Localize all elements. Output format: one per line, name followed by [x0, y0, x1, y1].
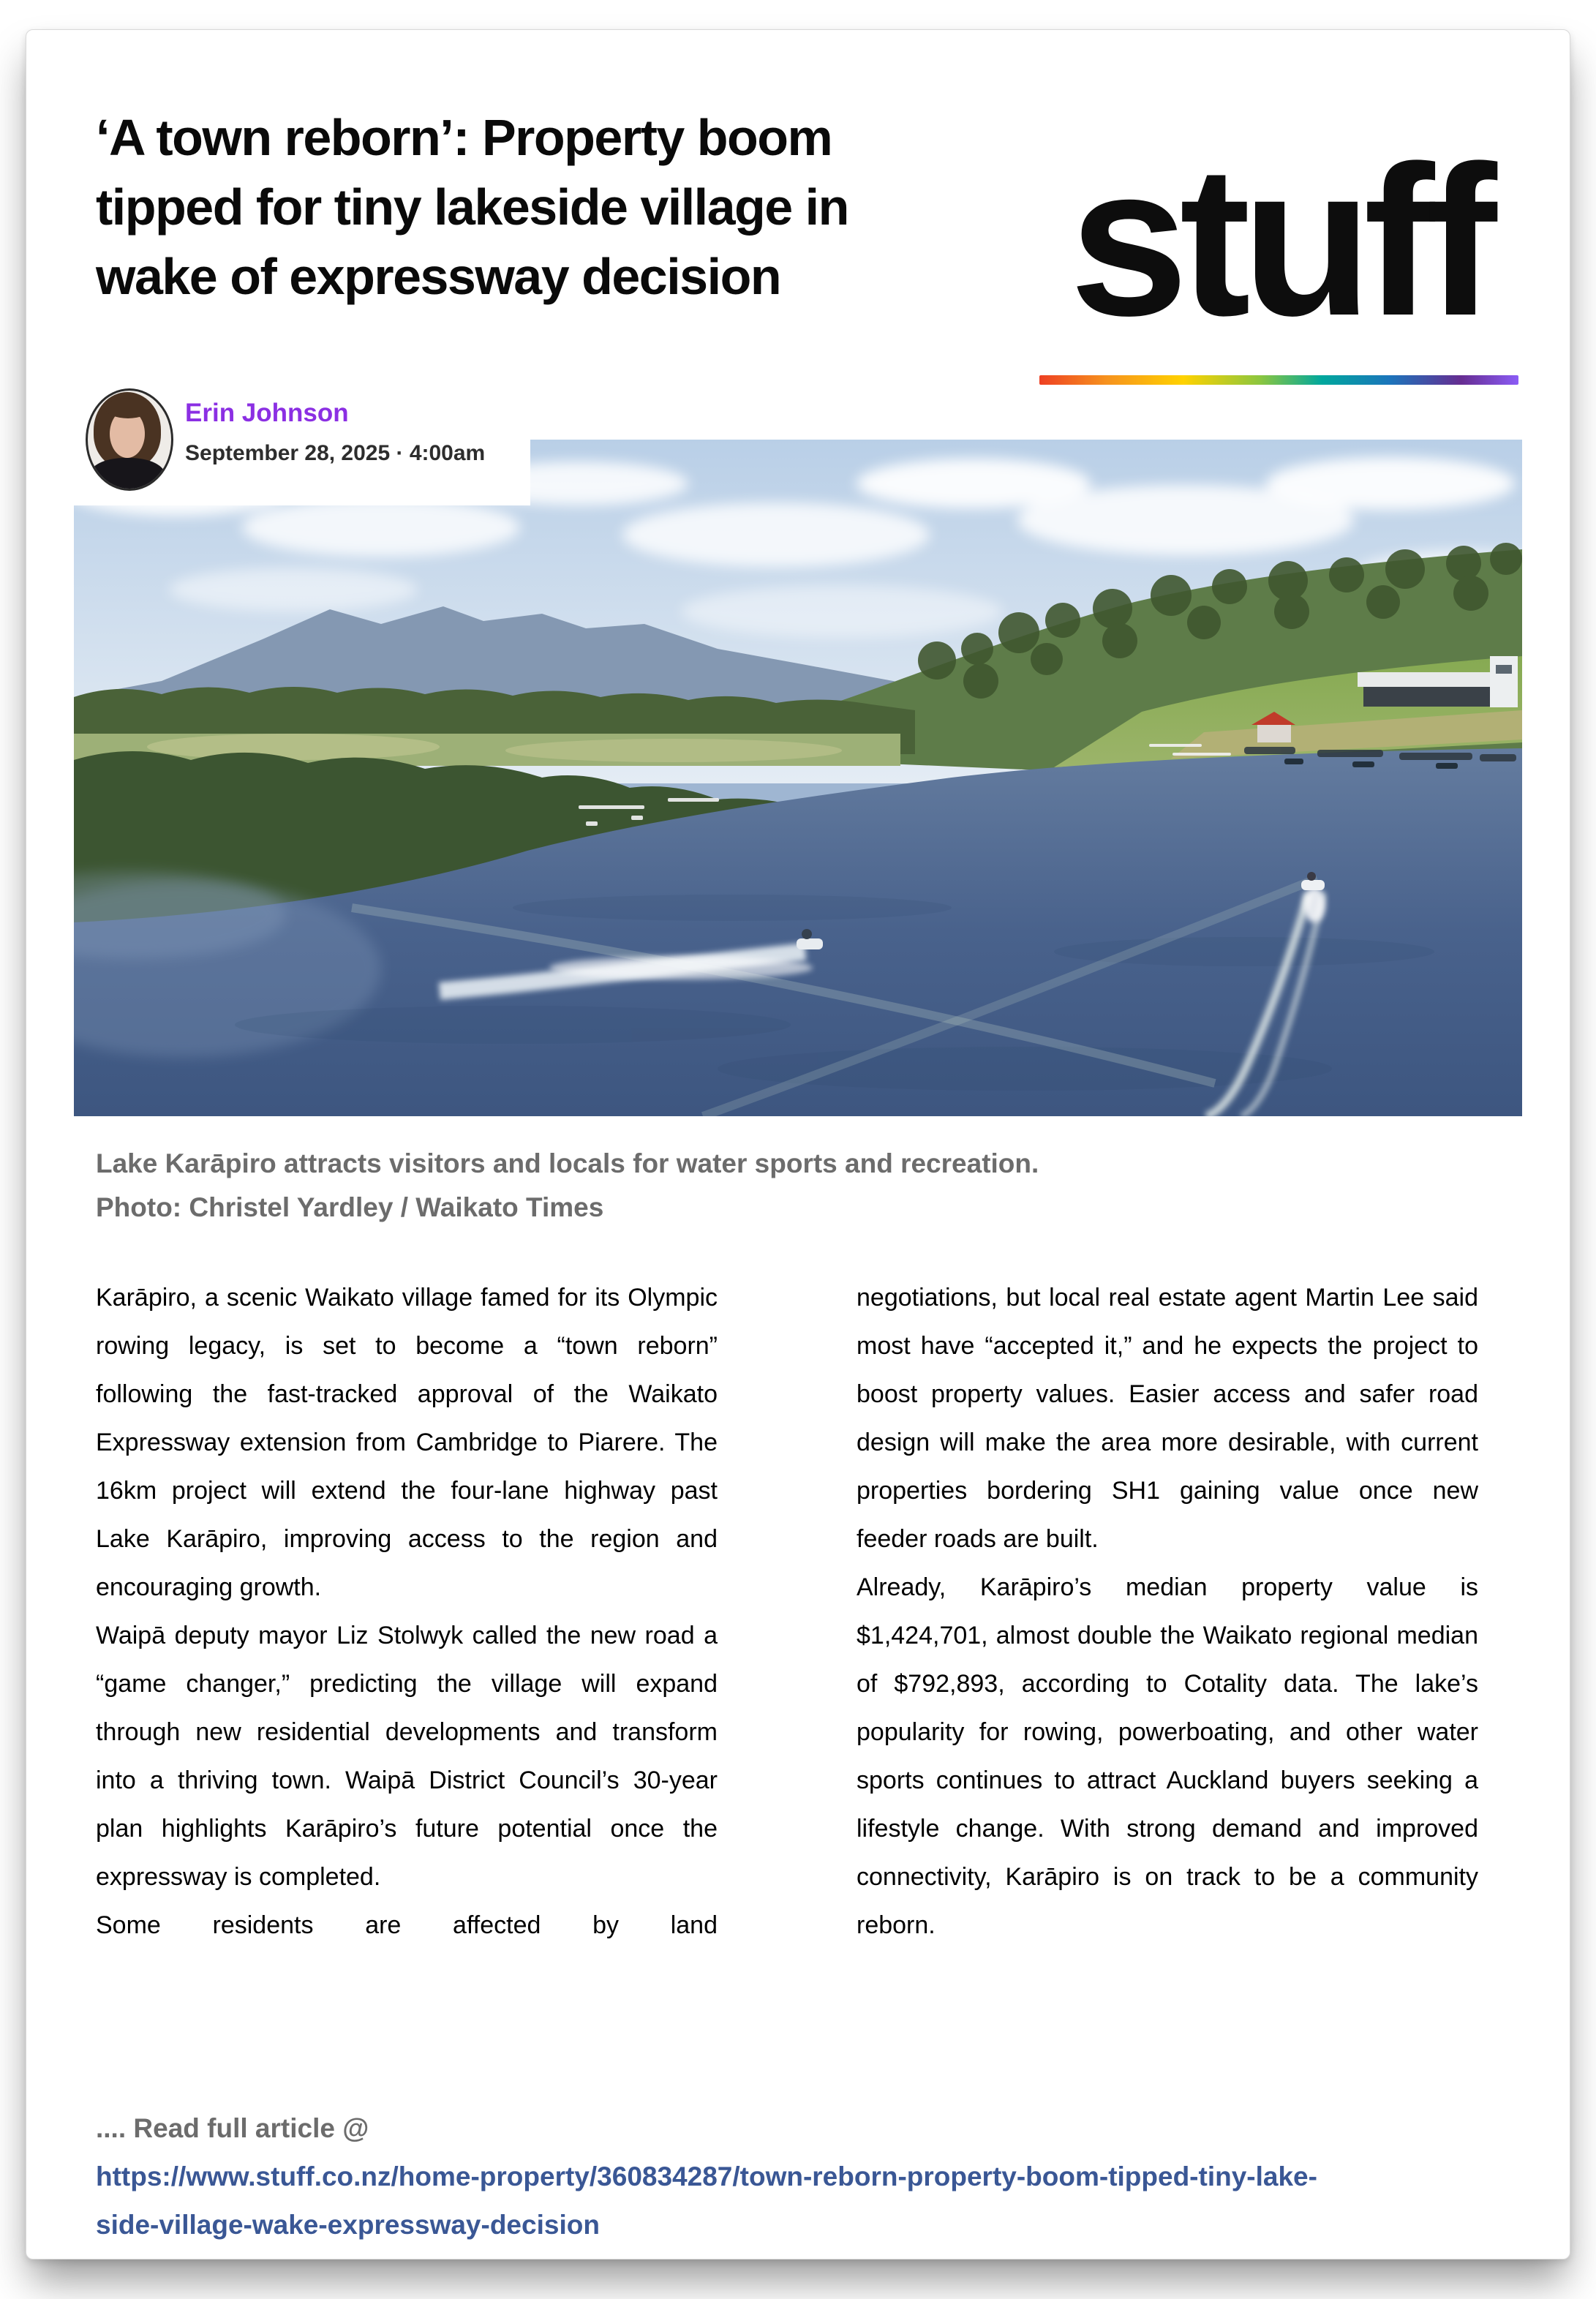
article-url-line-1[interactable]: https://www.stuff.co.nz/home-property/360834287/town-reborn-property-boom-tipped-tiny-lake-	[96, 2161, 1317, 2191]
avatar-fringe	[105, 398, 151, 418]
image-caption	[96, 1142, 1376, 1230]
lake-scene-illustration	[74, 440, 1522, 1116]
article-url-line-2[interactable]: side-village-wake-expressway-decision	[96, 2210, 600, 2240]
byline-card	[74, 380, 530, 505]
caption-credit: Photo: Christel Yardley / Waikato Times	[96, 1192, 604, 1222]
author-name-link[interactable]: Erin Johnson	[185, 399, 349, 427]
stuff-logo-rainbow-underline	[1039, 375, 1518, 385]
paragraph: Some residents are affected by land	[96, 1911, 718, 1939]
caption-text: Lake Karāpiro attracts visitors and locals for water sports and recreation.	[96, 1148, 1039, 1178]
article-column-right	[857, 1273, 1478, 1949]
article-url-link[interactable]	[96, 2153, 1529, 2249]
article-page	[26, 29, 1570, 2260]
article-body	[96, 1273, 1478, 1949]
paragraph: Already, Karāpiro’s median property value is $1,424,701, almost double the Waikato regional median of $792,893, according to Cotality data. The lake’s popularity for rowing, powerboating, and other water sports continues to attract Auckland buyers seeking a lifestyle change. With strong demand and improved connectivity, Karāpiro is on track to be a community reborn.	[857, 1573, 1478, 1939]
hero-image	[74, 440, 1522, 1116]
headline-line-3: wake of expressway decision	[96, 248, 781, 305]
stuff-logo	[1039, 121, 1518, 409]
read-full-article-label: .... Read full article @	[96, 2113, 369, 2143]
author-avatar	[86, 388, 173, 491]
article-column-left	[96, 1273, 718, 1949]
paragraph: Karāpiro, a scenic Waikato village famed for its Olympic rowing legacy, is set to become a “town reborn” following the fast-tracked approval of the Waikato Expressway extension from Cambridge to Piarere. The 16km project will extend the four-lane highway past Lake Karāpiro, improving access to the region and encouraging growth.	[96, 1284, 718, 1601]
paragraph: Waipā deputy mayor Liz Stolwyk called the new road a “game changer,” predicting the village will expand through new residential developments and transform into a thriving town. Waipā District Council’s 30-year plan highlights Karāpiro’s future potential once the expressway is completed.	[96, 1622, 718, 1891]
paragraph: negotiations, but local real estate agent Martin Lee said most have “accepted it,” and he expects the project to boost property values. Easier access and safer road design will make the area more desirable, with current properties bordering SH1 gaining value once new feeder roads are built.	[857, 1284, 1478, 1553]
headline-line-2: tipped for tiny lakeside village in	[96, 178, 848, 236]
avatar-shoulders	[89, 458, 165, 491]
read-more-footer	[96, 2104, 1529, 2249]
page-title	[96, 103, 1032, 312]
stuff-logo-text: stuff	[1069, 121, 1488, 360]
publish-date: September 28, 2025 · 4:00am	[185, 441, 486, 465]
headline-line-1: ‘A town reborn’: Property boom	[96, 109, 832, 166]
